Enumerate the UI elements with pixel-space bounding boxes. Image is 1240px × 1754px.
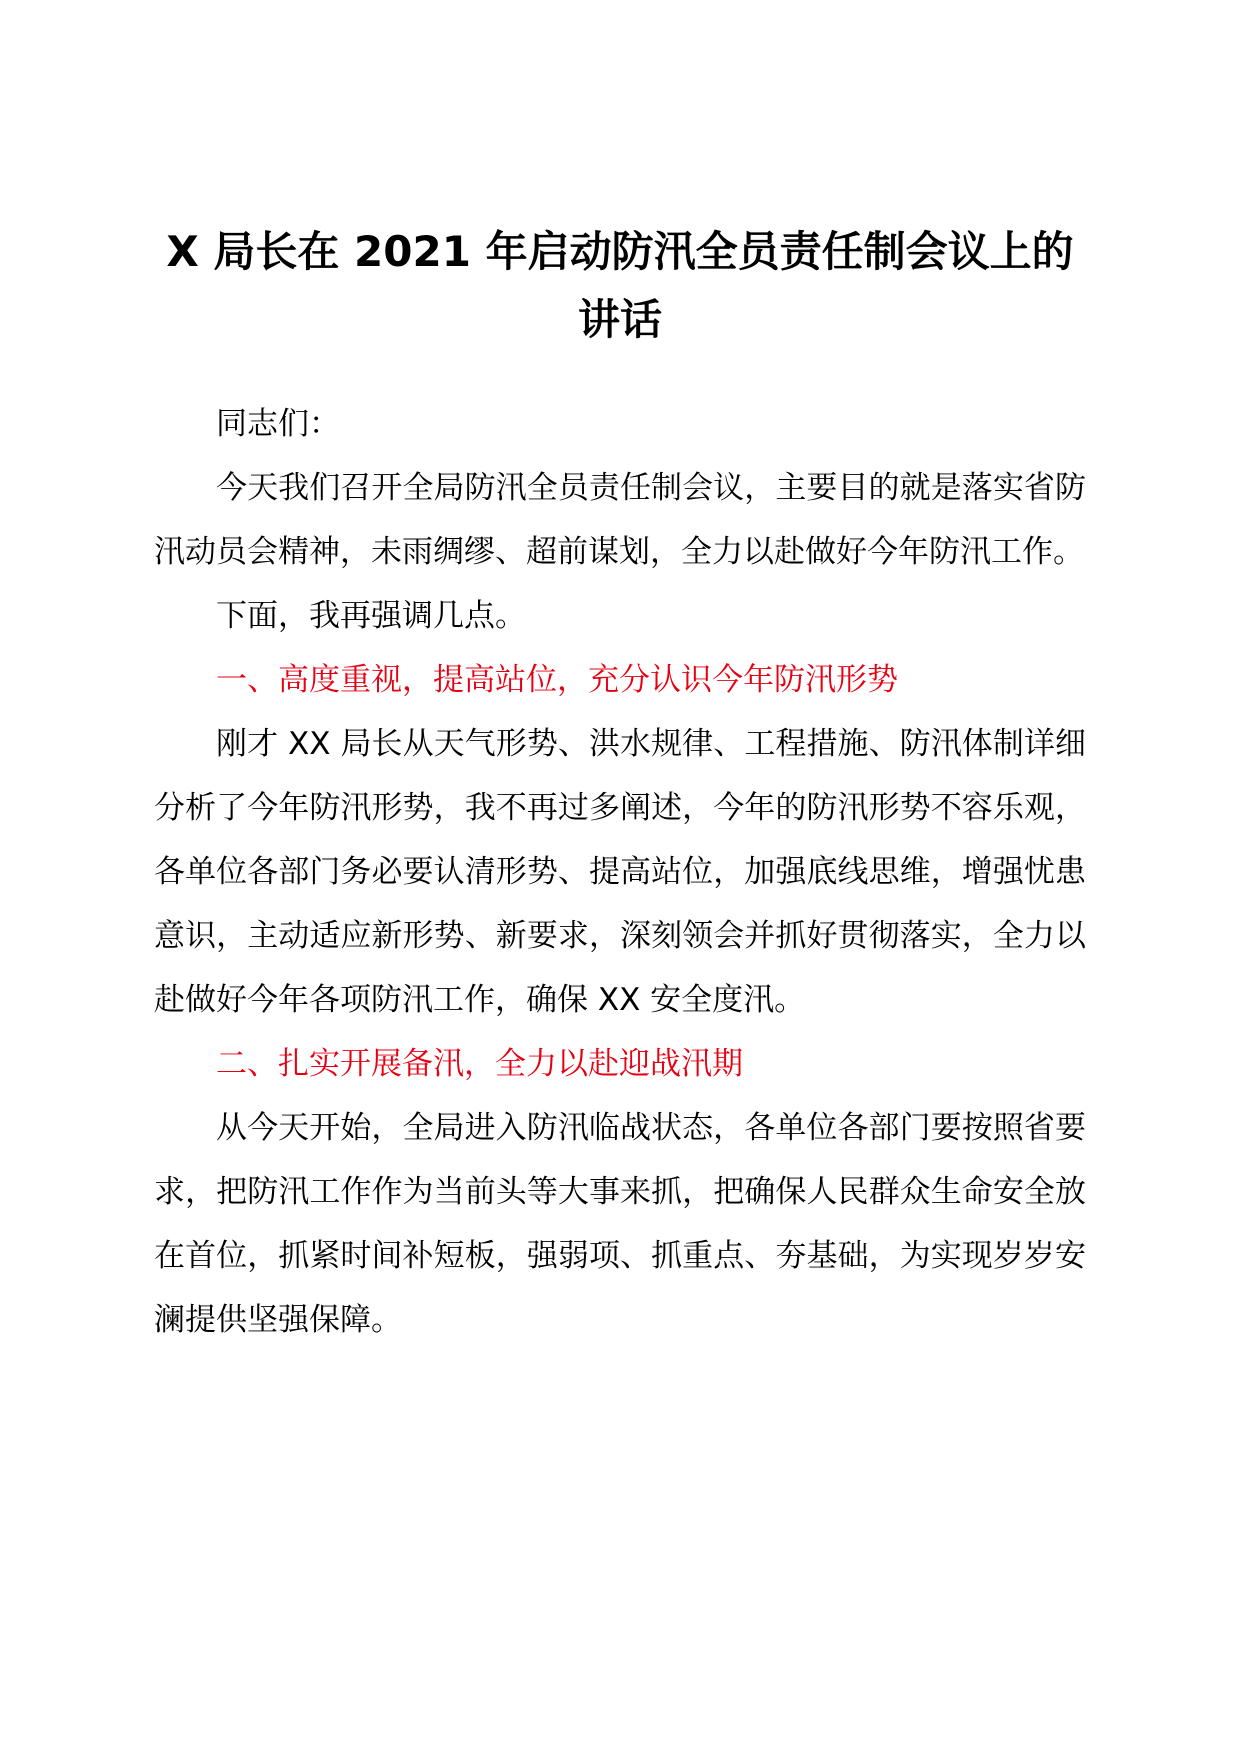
paragraph-section-2: 从今天开始，全局进入防汛临战状态，各单位各部门要按照省要求，把防汛工作作为当前头等大事来抓，把确保人民群众生命安全放在首位，抓紧时间补短板，强弱项、抓重点、夯基础，为实现岁岁安澜提供坚强保障。: [154, 1110, 1086, 1338]
section-heading-2: 二、扎实开展备汛，全力以赴迎战汛期: [216, 1046, 743, 1082]
document-body: [154, 392, 1086, 1352]
salutation: 同志们：: [216, 406, 340, 442]
document-title: X 局长在 2021 年启动防汛全员责任制会议上的讲话: [166, 227, 1074, 344]
document-content: [154, 218, 1086, 1352]
paragraph-section-1: 刚才 XX 局长从天气形势、洪水规律、工程措施、防汛体制详细分析了今年防汛形势，我不再过多阐述，今年的防汛形势不容乐观，各单位各部门务必要认清形势、提高站位，加强底线思维，增强忧患意识，主动适应新形势、新要求，深刻领会并抓好贯彻落实，全力以赴做好今年各项防汛工作，确保 XX 安全度汛。: [154, 726, 1086, 1018]
paragraph-transition: 下面，我再强调几点。: [216, 598, 526, 634]
paragraph-intro: 今天我们召开全局防汛全员责任制会议，主要目的就是落实省防汛动员会精神，未雨绸缪、超前谋划，全力以赴做好今年防汛工作。: [154, 470, 1086, 570]
section-heading-1: 一、高度重视，提高站位，充分认识今年防汛形势: [216, 662, 898, 698]
